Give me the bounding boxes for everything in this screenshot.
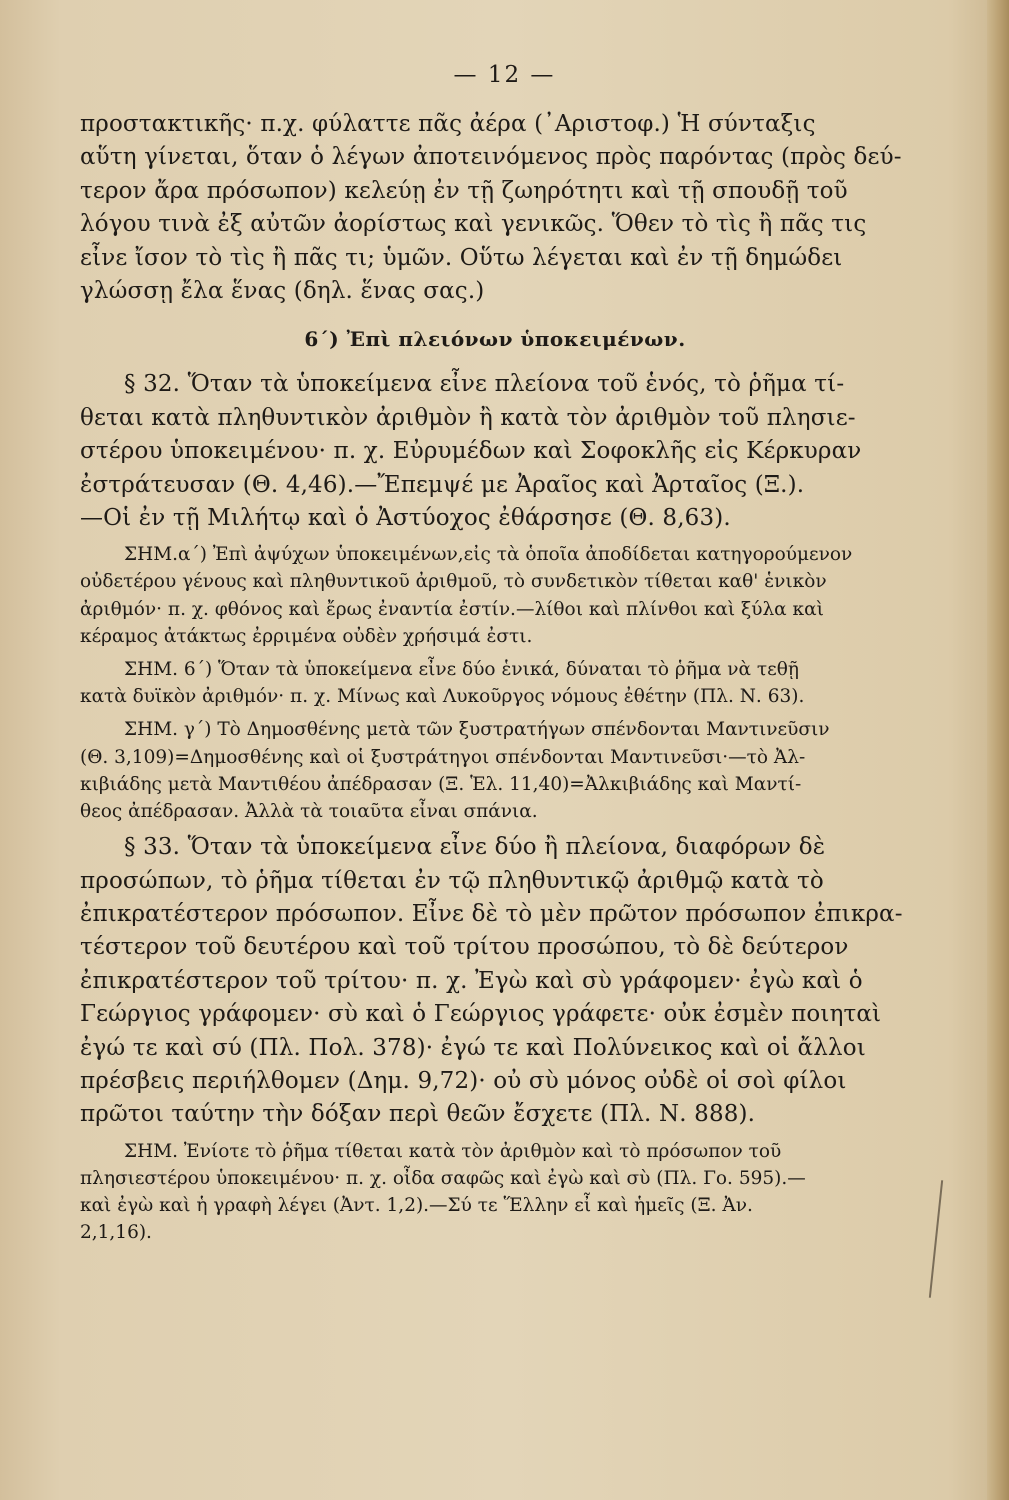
note-line: θεος ἀπέδρασαν. Ἀλλὰ τὰ τοιαῦτα εἶναι σπάνια. — [80, 800, 538, 822]
note-line: ΣΗΜ. 6΄) Ὅταν τὰ ὑποκείμενα εἶνε δύο ἑνικά, δύναται τὸ ῥῆμα νὰ τεθῇ — [124, 659, 799, 681]
text-line: ἐγώ τε καὶ σύ (Πλ. Πολ. 378)· ἐγώ τε καὶ Πολύνεικος καὶ οἱ ἄλλοι — [80, 1034, 866, 1061]
note-line: κιβιάδης μετὰ Μαντιθέου ἀπέδρασαν (Ξ. Ἑλ. 11,40)=Ἀλκιβιάδης καὶ Μαντί- — [80, 773, 802, 795]
section-heading: 6΄) Ἐπὶ πλειόνων ὑποκειμένων. — [304, 327, 686, 352]
margin-pencil-mark — [929, 1180, 943, 1298]
note-line: ΣΗΜ. Ἐνίοτε τὸ ῥῆμα τίθεται κατὰ τὸν ἀριθμὸν καὶ τὸ πρόσωπον τοῦ — [124, 1140, 782, 1162]
note-beta — [80, 656, 910, 710]
text-line: ἐπικρατέστερον πρόσωπον. Εἶνε δὲ τὸ μὲν πρῶτον πρόσωπον ἐπικρα- — [80, 900, 903, 927]
text-line: § 33. Ὅταν τὰ ὑποκείμενα εἶνε δύο ἢ πλείονα, διαφόρων δὲ — [124, 834, 826, 861]
text-line: προστακτικῆς· π.χ. φύλαττε πᾶς ἀέρα (᾿Αριστοφ.) Ἡ σύνταξις — [80, 111, 816, 137]
binding-edge — [987, 0, 1009, 1500]
note-alpha — [80, 541, 910, 650]
text-line: —Οἱ ἐν τῇ Μιλήτῳ καὶ ὁ Ἀστύοχος ἐθάρσησε (Θ. 8,63). — [80, 504, 731, 531]
text-line: στέρου ὑποκειμένου· π. χ. Εὐρυμέδων καὶ Σοφοκλῆς εἰς Κέρκυραν — [80, 438, 862, 465]
text-line: Γεώργιος γράφομεν· σὺ καὶ ὁ Γεώργιος γράφετε· οὐκ ἐσμὲν ποιηταὶ — [80, 1001, 882, 1028]
text-line: εἶνε ἴσον τὸ τὶς ἢ πᾶς τι; ὑμῶν. Οὕτω λέγεται καὶ ἐν τῇ δημώδει — [80, 244, 843, 271]
note-gamma — [80, 716, 910, 825]
text-line: τερον ἄρα πρόσωπον) κελεύῃ ἐν τῇ ζωηρότητι καὶ τῇ σπουδῇ τοῦ — [80, 177, 848, 204]
text-line: § 32. Ὅταν τὰ ὑποκείμενα εἶνε πλείονα τοῦ ἑνός, τὸ ῥῆμα τί- — [124, 371, 845, 398]
section-32 — [80, 368, 910, 535]
note-line: πλησιεστέρου ὑποκειμένου· π. χ. οἶδα σαφῶς καὶ ἐγὼ καὶ σὺ (Πλ. Γο. 595).— — [80, 1167, 806, 1189]
note-line: κατὰ δυϊκὸν ἀριθμόν· π. χ. Μίνως καὶ Λυκοῦργος νόμους ἐθέτην (Πλ. Ν. 63). — [80, 686, 805, 708]
note-line: κέραμος ἀτάκτως ἐρριμένα οὐδὲν χρήσιμά ἐστι. — [80, 625, 533, 647]
text-line: τέστερον τοῦ δευτέρου καὶ τοῦ τρίτου προσώπου, τὸ δὲ δεύτερον — [80, 934, 849, 961]
note-line: οὐδετέρου γένους καὶ πληθυντικοῦ ἀριθμοῦ, τὸ συνδετικὸν τίθεται καθ' ἑνικὸν — [80, 571, 827, 593]
text-line: ἐστράτευσαν (Θ. 4,46).—Ἔπεμψέ με Ἀραῖος καὶ Ἀρταῖος (Ξ.). — [80, 471, 805, 498]
text-line: προσώπων, τὸ ῥῆμα τίθεται ἐν τῷ πληθυντικῷ ἀριθμῷ κατὰ τὸ — [80, 867, 824, 894]
note-line: ΣΗΜ.α΄) Ἐπὶ ἀψύχων ὑποκειμένων,εἰς τὰ ὁποῖα ἀποδίδεται κατηγορούμενον — [124, 544, 853, 566]
note-line: ΣΗΜ. γ΄) Τὸ Δημοσθένης μετὰ τῶν ξυστρατήγων σπένδονται Μαντινεῦσιν — [124, 719, 830, 741]
text-line: ἐπικρατέστερον τοῦ τρίτου· π. χ. Ἐγὼ καὶ σὺ γράφομεν· ἐγὼ καὶ ὁ — [80, 967, 863, 994]
text-line: λόγου τινὰ ἐξ αὐτῶν ἀορίστως καὶ γενικῶς. Ὅθεν τὸ τὶς ἢ πᾶς τις — [80, 211, 867, 238]
section-33 — [80, 831, 910, 1132]
text-line: αὕτη γίνεται, ὅταν ὁ λέγων ἀποτεινόμενος πρὸς παρόντας (πρὸς δεύ- — [80, 144, 902, 171]
text-line: θεται κατὰ πληθυντικὸν ἀριθμὸν ἢ κατὰ τὸν ἀριθμὸν τοῦ πλησιε- — [80, 404, 856, 431]
note-line: (Θ. 3,109)=Δημοσθένης καὶ οἱ ξυστράτηγοι σπένδονται Μαντινεῦσι·—τὸ Ἀλ- — [80, 746, 806, 768]
page-body — [80, 108, 910, 1250]
note-line: ἀριθμόν· π. χ. φθόνος καὶ ἔρως ἐναντία ἐστίν.—λίθοι καὶ πλίνθοι καὶ ξύλα καὶ — [80, 598, 824, 620]
text-line: πρῶτοι ταύτην τὴν δόξαν περὶ θεῶν ἔσχετε (Πλ. Ν. 888). — [80, 1101, 756, 1128]
page-number: — 12 — — [453, 62, 556, 88]
note-final — [80, 1138, 910, 1247]
note-line: 2,1,16). — [80, 1222, 152, 1244]
note-line: καὶ ἐγὼ καὶ ἡ γραφὴ λέγει (Ἀντ. 1,2).—Σύ τε Ἕλλην εἶ καὶ ἡμεῖς (Ξ. Ἀν. — [80, 1195, 753, 1217]
text-line: πρέσβεις περιήλθομεν (Δημ. 9,72)· οὐ σὺ μόνος οὐδὲ οἱ σοὶ φίλοι — [80, 1067, 847, 1094]
text-line: γλώσσῃ ἔλα ἕνας (δηλ. ἕνας σας.) — [80, 277, 485, 304]
intro-paragraph — [80, 108, 910, 308]
